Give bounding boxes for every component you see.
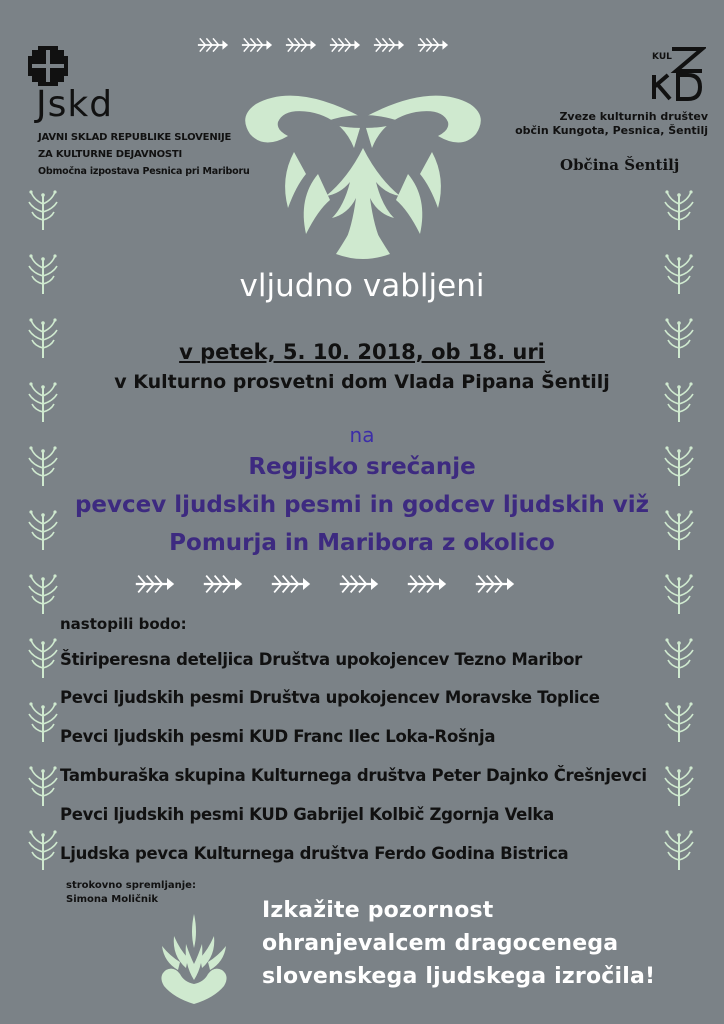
sprig-icon xyxy=(26,702,60,742)
municipality-name: Občina Šentilj xyxy=(560,156,680,174)
appeal-line-1: Izkažite pozornost xyxy=(262,898,494,923)
sprig-icon xyxy=(26,638,60,678)
zkd-org-line-2: občin Kungota, Pesnica, Šentilj xyxy=(515,124,708,137)
arrow-ornament-icon xyxy=(404,572,450,596)
sprig-icon xyxy=(662,190,696,230)
connector-word: na xyxy=(349,423,375,447)
invitation-title: vljudno vabljeni xyxy=(239,268,485,304)
svg-text:KUL: KUL xyxy=(652,52,672,62)
jskd-pixel-icon xyxy=(26,44,70,88)
jskd-line-2: ZA KULTURNE DEJAVNOSTI xyxy=(38,149,183,160)
zkd-logo-icon xyxy=(648,45,706,101)
middle-ornament-row xyxy=(132,572,518,596)
credit-label: strokovno spremljanje: xyxy=(66,880,196,891)
zkd-org-line-1: Zveze kulturnih društev xyxy=(559,110,708,123)
performer-item: Pevci ljudskih pesmi KUD Franc Ilec Loka-Rošnja xyxy=(60,727,496,746)
event-name-line-2: pevcev ljudskih pesmi in godcev ljudskih viž xyxy=(74,492,650,518)
arrow-ornament-icon xyxy=(372,35,406,55)
performer-item: Ljudska pevca Kulturnega društva Ferdo Godina Bistrica xyxy=(60,844,569,863)
arrow-ornament-icon xyxy=(328,35,362,55)
folk-motif-icon xyxy=(236,78,490,268)
appeal-line-2: ohranjevalcem dragocenega xyxy=(262,931,619,956)
performer-item: Štiriperesna deteljica Društva upokojencev Tezno Maribor xyxy=(60,650,582,669)
arrow-ornament-icon xyxy=(336,572,382,596)
performer-item: Pevci ljudskih pesmi KUD Gabrijel Kolbič Zgornja Velka xyxy=(60,805,554,824)
arrow-ornament-icon xyxy=(416,35,450,55)
event-name-line-3: Pomurja in Maribora z okolico xyxy=(169,530,555,556)
arrow-ornament-icon xyxy=(240,35,274,55)
sprig-icon xyxy=(662,830,696,870)
event-name-line-1: Regijsko srečanje xyxy=(248,454,476,480)
performers-heading: nastopili bodo: xyxy=(60,615,187,633)
sprig-icon xyxy=(26,574,60,614)
sprig-icon xyxy=(662,574,696,614)
arrow-ornament-icon xyxy=(196,35,230,55)
arrow-ornament-icon xyxy=(284,35,318,55)
jskd-brand: Jskd xyxy=(36,84,114,125)
sprig-icon xyxy=(662,638,696,678)
arrow-ornament-icon xyxy=(200,572,246,596)
appeal-line-3: slovenskega ljudskega izročila! xyxy=(262,964,656,989)
jskd-line-3: Območna izpostava Pesnica pri Mariboru xyxy=(38,166,250,177)
zkd-org-name xyxy=(508,110,708,138)
arrow-ornament-icon xyxy=(132,572,178,596)
top-ornament-row xyxy=(196,35,460,55)
event-venue: v Kulturno prosvetni dom Vlada Pipana Šentilj xyxy=(114,371,610,393)
sprig-icon xyxy=(26,766,60,806)
performer-item: Pevci ljudskih pesmi Društva upokojencev Moravske Toplice xyxy=(60,688,600,707)
folk-motif-small-icon xyxy=(154,908,234,1008)
jskd-line-1: JAVNI SKLAD REPUBLIKE SLOVENIJE xyxy=(38,132,232,143)
sprig-icon xyxy=(662,702,696,742)
sprig-icon xyxy=(26,190,60,230)
event-date-time: v petek, 5. 10. 2018, ob 18. uri xyxy=(179,340,545,364)
performer-item: Tamburaška skupina Kulturnega društva Peter Dajnko Črešnjevci xyxy=(60,766,647,785)
arrow-ornament-icon xyxy=(268,572,314,596)
sprig-icon xyxy=(26,830,60,870)
sprig-icon xyxy=(662,766,696,806)
credit-name: Simona Moličnik xyxy=(66,894,159,905)
arrow-ornament-icon xyxy=(472,572,518,596)
